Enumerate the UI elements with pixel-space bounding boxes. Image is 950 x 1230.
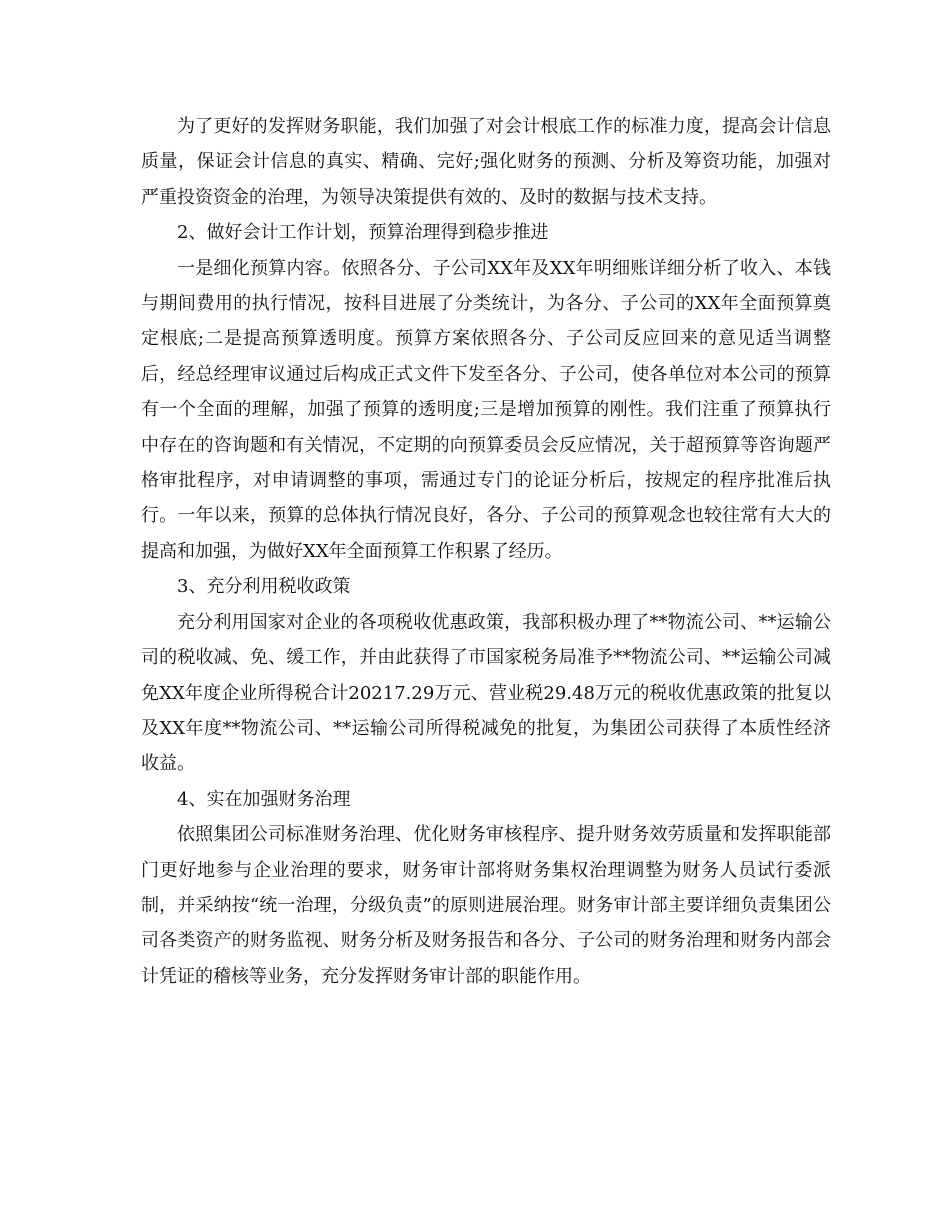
heading-tax-policy: 3、充分利用税收政策 <box>177 576 351 598</box>
paragraph-budget-details: 一是细化预算内容。依照各分、子公司XX年及XX年明细账详细分析了收入、本钱与期间费用的执行情况，按科目进展了分类统计，为各分、子公司的XX年全面预算奠定根底;二是提高预算透明度。预算方案依照各分、子公司反应回来的意见适当调整后，经总经理审议通过后构成正式文件下发至各分、子公司，使各单位对本公司的预算有一个全面的理解，加强了预算的透明度;三是增加预算的刚性。我们注重了预算执行中存在的咨询题和有关情况，不定期的向预算委员会反应情况，关于超预算等咨询题严格审批程序，对申请调整的事项，需通过专门的论证分析后，按规定的程序批准后执行。一年以来，预算的总体执行情况良好，各分、子公司的预算观念也较往常有大大的提高和加强，为做好XX年全面预算工作积累了经历。 <box>141 257 831 562</box>
heading-financial-management: 4、实在加强财务治理 <box>177 788 351 810</box>
paragraph-management-details: 依照集团公司标准财务治理、优化财务审核程序、提升财务效劳质量和发挥职能部门更好地参与企业治理的要求，财务审计部将财务集权治理调整为财务人员试行委派制，并采纳按“统一治理，分级负责”的原则进展治理。财务审计部主要详细负责集团公司各类资产的财务监视、财务分析及财务报告和各分、子公司的财务治理和财务内部会计凭证的稽核等业务，充分发挥财务审计部的职能作用。 <box>141 824 831 987</box>
document-page <box>141 109 831 994</box>
paragraph-financial-functions: 为了更好的发挥财务职能，我们加强了对会计根底工作的标准力度，提高会计信息质量，保证会计信息的真实、精确、完好;强化财务的预测、分析及筹资功能，加强对严重投资资金的治理，为领导决策提供有效的、及时的数据与技术支持。 <box>141 116 831 208</box>
paragraph-tax-benefits: 充分利用国家对企业的各项税收优惠政策，我部积极办理了**物流公司、**运输公司的税收减、免、缓工作，并由此获得了市国家税务局准予**物流公司、**运输公司减免XX年度企业所得税合计20217.29万元、营业税29.48万元的税收优惠政策的批复以及XX年度**物流公司、**运输公司所得税减免的批复，为集团公司获得了本质性经济收益。 <box>141 611 831 775</box>
heading-budget-planning: 2、做好会计工作计划，预算治理得到稳步推进 <box>177 222 549 244</box>
